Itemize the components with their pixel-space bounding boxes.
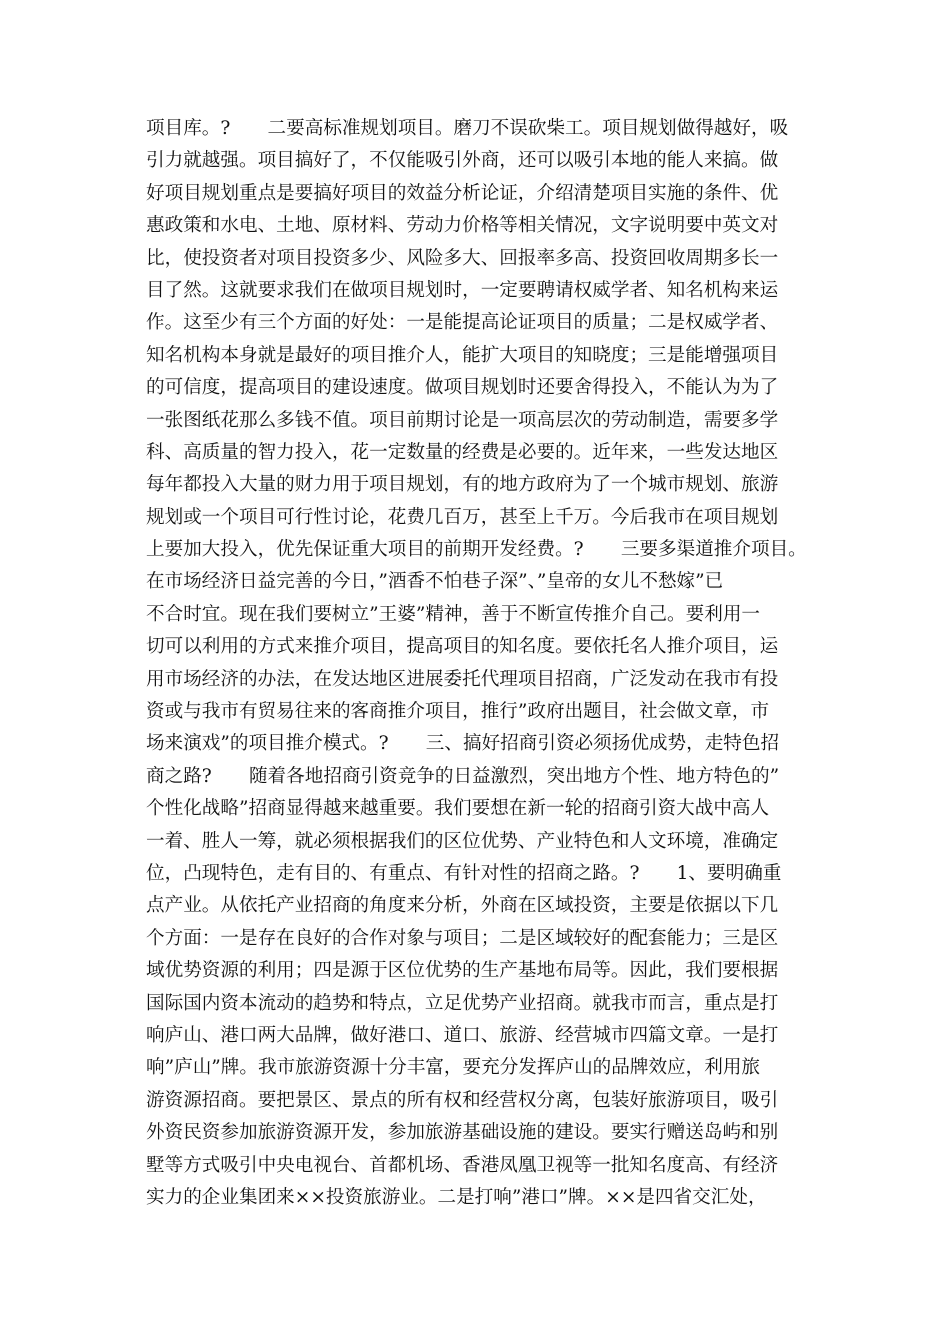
text-line: 个性化战略”招商显得越来越重要。我们要想在新一轮的招商引资大战中高人 — [146, 798, 770, 820]
text-line: 一张图纸花那么多钱不值。项目前期讨论是一项高层次的劳动制造，需要多学 — [146, 409, 779, 431]
text-line: 目了然。这就要求我们在做项目规划时，一定要聘请权威学者、知名机构来运 — [146, 279, 779, 301]
text-line: 惠政策和水电、土地、原材料、劳动力价格等相关情况，文字说明要中英文对 — [146, 215, 779, 237]
text-line: 资或与我市有贸易往来的客商推介项目，推行”政府出题目，社会做文章，市 — [146, 701, 770, 723]
text-line: 在市场经济日益完善的今日，”酒香不怕巷子深”、”皇帝的女儿不愁嫁”已 — [146, 571, 724, 593]
text-line: 位，凸现特色，走有目的、有重点、有针对性的招商之路。? 1、要明确重 — [146, 862, 782, 884]
text-line: 实力的企业集团来××投资旅游业。二是打响”港口”牌。××是四省交汇处， — [146, 1186, 767, 1208]
text-line: 好项目规划重点是要搞好项目的效益分析论证，介绍清楚项目实施的条件、优 — [146, 182, 779, 204]
text-line: 域优势资源的利用；四是源于区位优势的生产基地布局等。因此，我们要根据 — [146, 960, 779, 982]
text-line: 每年都投入大量的财力用于项目规划，有的地方政府为了一个城市规划、旅游 — [146, 474, 779, 496]
body-text — [146, 113, 826, 1214]
text-line: 响庐山、港口两大品牌，做好港口、道口、旅游、经营城市四篇文章。一是打 — [146, 1024, 779, 1046]
text-line: 比，使投资者对项目投资多少、风险多大、回报率多高、投资回收周期多长一 — [146, 247, 779, 269]
text-line: 上要加大投入，优先保证重大项目的前期开发经费。? 三要多渠道推介项目。 — [146, 539, 807, 561]
text-line: 的可信度，提高项目的建设速度。做项目规划时还要舍得投入，不能认为为了 — [146, 377, 779, 399]
text-line: 不合时宜。现在我们要树立”王婆”精神，善于不断宣传推介自己。要利用一 — [146, 603, 761, 625]
text-line: 科、高质量的智力投入，花一定数量的经费是必要的。近年来，一些发达地区 — [146, 441, 779, 463]
text-line: 点产业。从依托产业招商的角度来分析，外商在区域投资，主要是依据以下几 — [146, 895, 779, 917]
text-line: 规划或一个项目可行性讨论，花费几百万，甚至上千万。今后我市在项目规划 — [146, 506, 779, 528]
text-line: 响”庐山”牌。我市旅游资源十分丰富，要充分发挥庐山的品牌效应，利用旅 — [146, 1057, 761, 1079]
text-line: 用市场经济的办法，在发达地区进展委托代理项目招商，广泛发动在我市有投 — [146, 668, 779, 690]
text-line: 游资源招商。要把景区、景点的所有权和经营权分离，包装好旅游项目，吸引 — [146, 1089, 779, 1111]
text-line: 切可以利用的方式来推介项目，提高项目的知名度。要依托名人推介项目，运 — [146, 636, 779, 658]
text-line: 外资民资参加旅游资源开发，参加旅游基础设施的建设。要实行赠送岛屿和别 — [146, 1122, 779, 1144]
text-line: 商之路? 随着各地招商引资竞争的日益激烈，突出地方个性、地方特色的” — [146, 765, 780, 787]
text-line: 国际国内资本流动的趋势和特点，立足优势产业招商。就我市而言，重点是打 — [146, 992, 779, 1014]
text-line: 一着、胜人一筹，就必须根据我们的区位优势、产业特色和人文环境，准确定 — [146, 830, 779, 852]
text-line: 作。这至少有三个方面的好处：一是能提高论证项目的质量；二是权威学者、 — [146, 312, 779, 334]
text-line: 墅等方式吸引中央电视台、首都机场、香港凤凰卫视等一批知名度高、有经济 — [146, 1154, 779, 1176]
text-line: 引力就越强。项目搞好了，不仅能吸引外商，还可以吸引本地的能人来搞。做 — [146, 150, 779, 172]
text-line: 项目库。? 二要高标准规划项目。磨刀不误砍柴工。项目规划做得越好，吸 — [146, 118, 789, 139]
text-line: 场来演戏”的项目推介模式。? 三、搞好招商引资必须扬优成势，走特色招 — [146, 733, 780, 755]
text-line: 个方面：一是存在良好的合作对象与项目；二是区域较好的配套能力；三是区 — [146, 927, 779, 949]
text-line: 知名机构本身就是最好的项目推介人，能扩大项目的知晓度；三是能增强项目 — [146, 344, 779, 366]
